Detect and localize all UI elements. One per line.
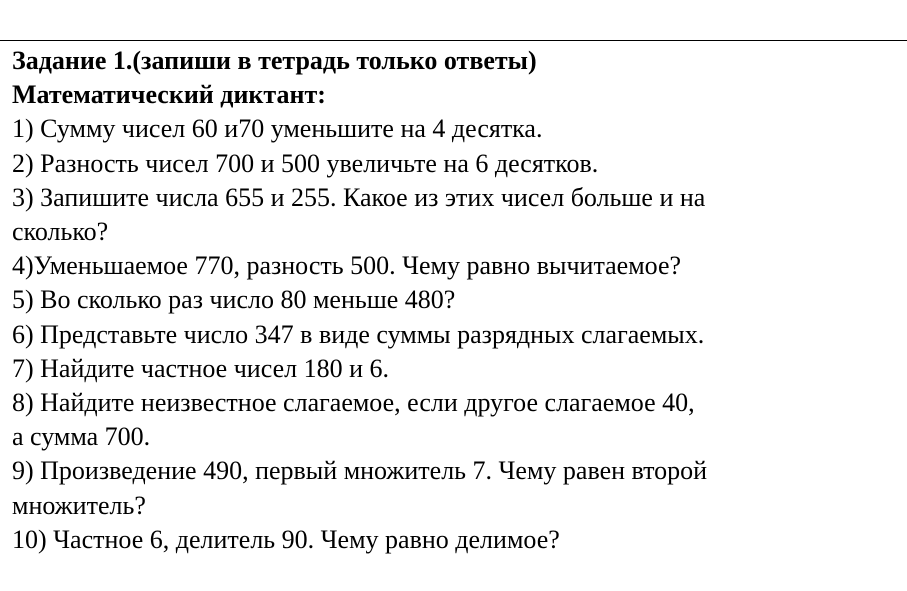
question-9-part-1: 9) Произведение 490, первый множитель 7. Чему равен второй [12, 456, 708, 486]
question-6: 6) Представьте число 347 в виде суммы разрядных слагаемых. [12, 319, 705, 349]
question-5: 5) Во сколько раз число 80 меньше 480? [12, 285, 456, 315]
top-divider [0, 40, 907, 41]
dictation-subtitle: Математический диктант: [12, 80, 326, 110]
dictation-document [12, 44, 902, 557]
question-7: 7) Найдите частное чисел 180 и 6. [12, 353, 389, 383]
question-9-part-2: множитель? [12, 490, 146, 520]
question-1: 1) Сумму чисел 60 и70 уменьшите на 4 десятка. [12, 114, 543, 144]
question-2: 2) Разность чисел 700 и 500 увеличьте на 6 десятков. [12, 148, 599, 178]
task-title: Задание 1.(запиши в тетрадь только ответы) [12, 46, 537, 75]
question-4: 4)Уменьшаемое 770, разность 500. Чему равно вычитаемое? [12, 251, 682, 281]
question-10: 10) Частное 6, делитель 90. Чему равно делимое? [12, 524, 560, 554]
question-3-part-2: сколько? [12, 217, 109, 247]
question-8-part-2: а сумма 700. [12, 422, 151, 452]
question-8-part-1: 8) Найдите неизвестное слагаемое, если другое слагаемое 40, [12, 388, 695, 418]
question-3-part-1: 3) Запишите числа 655 и 255. Какое из этих чисел больше и на [12, 182, 706, 212]
